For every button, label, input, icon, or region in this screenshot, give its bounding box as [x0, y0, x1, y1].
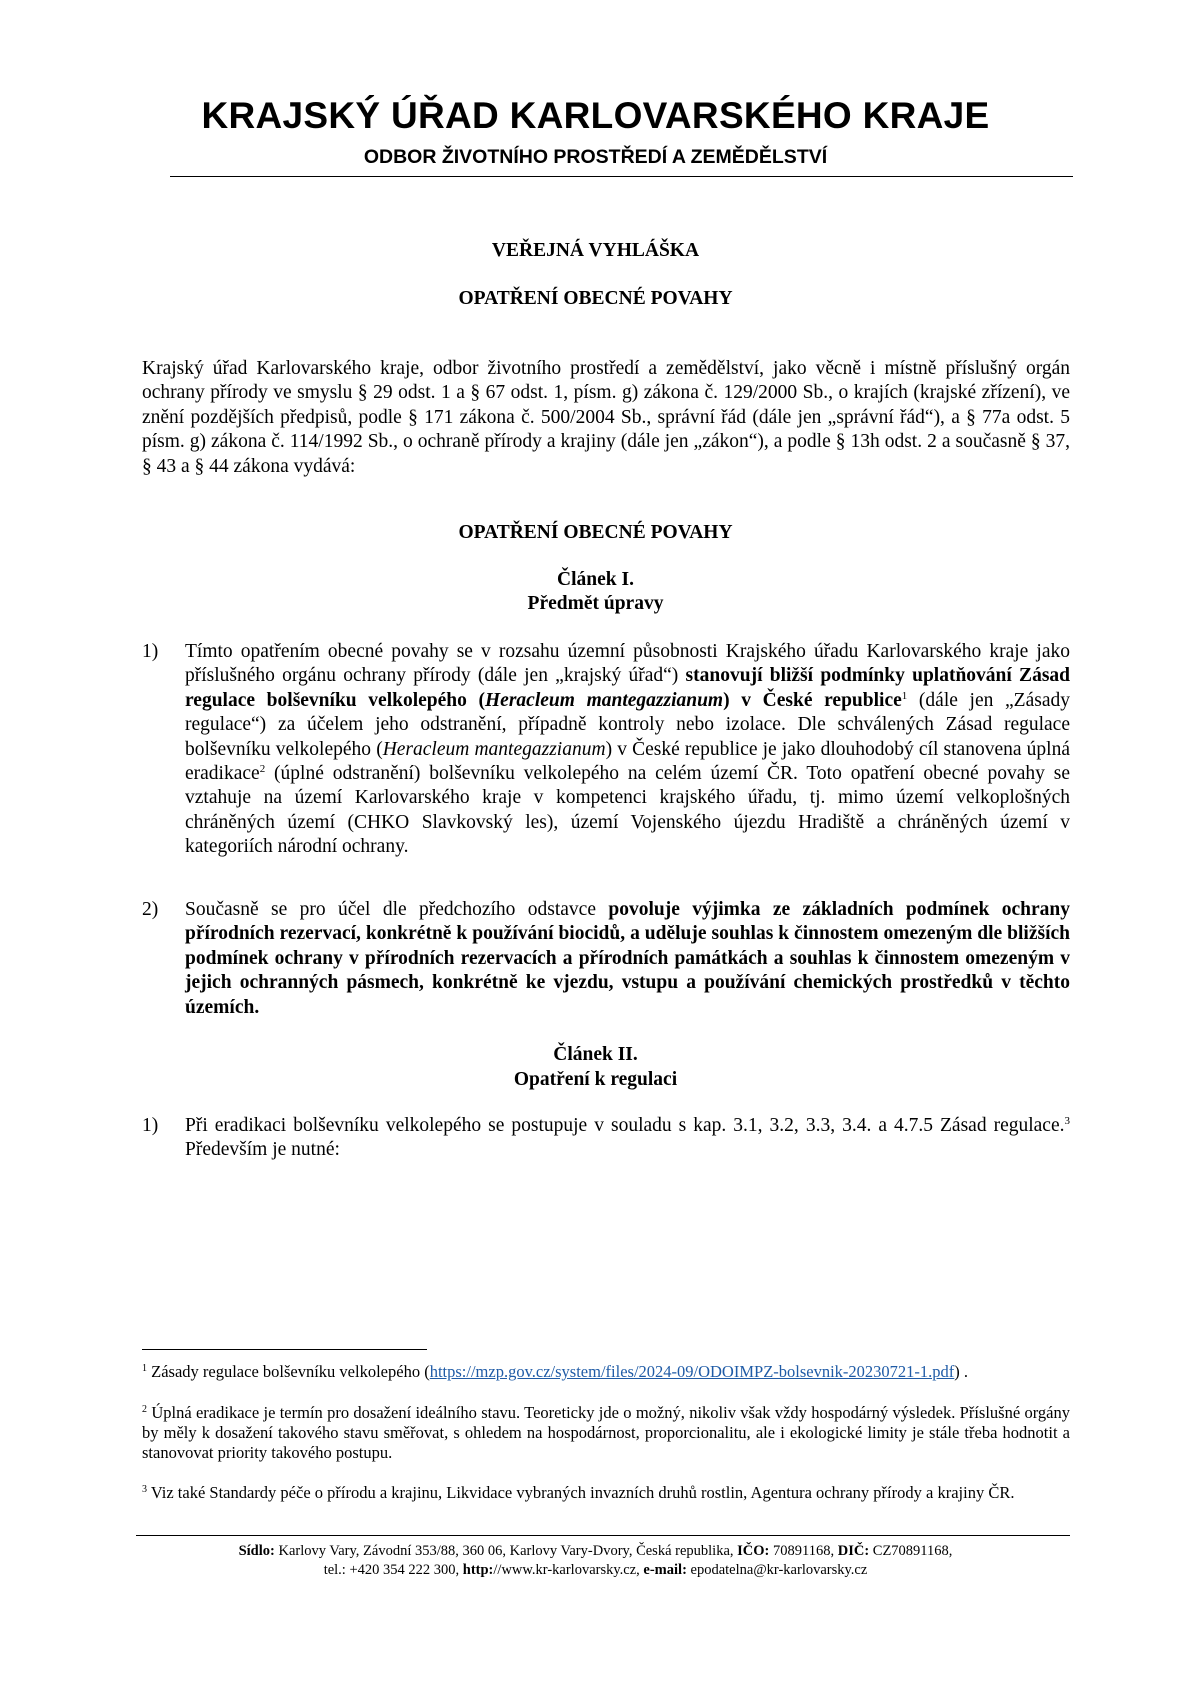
- footer-text: CZ70891168,: [869, 1543, 953, 1559]
- paragraph-number: 2): [142, 899, 159, 920]
- text-run: Při eradikaci bolševníku velkolepého se postupuje v souladu s kap. 3.1, 3.2, 3.3, 3.4. a 4.7.5 Zásad regulace.: [185, 1115, 1065, 1136]
- footnote-2: [142, 1403, 1070, 1463]
- article-1-title: Předmět úpravy: [527, 593, 664, 614]
- intro-paragraph: Krajský úřad Karlovarského kraje, odbor životního prostředí a zemědělství, jako věcně i místně příslušný orgán ochrany přírody ve smyslu § 29 odst. 1 a § 67 odst. 1, písm. g) zákona č. 129/2000 Sb., o krajích (krajské zřízení), ve znění pozdějších předpisů, podle § 171 zákona č. 500/2004 Sb., správní řád (dále jen „správní řád“), a § 77a odst. 5 písm. g) zákona č. 114/1992 Sb., o ochraně přírody a krajiny (dále jen „zákon“), a podle § 13h odst. 2 a současně § 37, § 43 a § 44 zákona vydává:: [142, 358, 1070, 477]
- article-1-number: Článek I.: [557, 569, 634, 590]
- article-1-paragraph-2: [142, 898, 1070, 1020]
- footnote-divider: [142, 1349, 427, 1350]
- species-name: Heracleum mantegazzianum: [382, 738, 606, 760]
- footer-divider: [136, 1535, 1070, 1536]
- footer-line-2: [0, 1561, 1191, 1579]
- species-name: Heracleum mantegazzianum: [485, 689, 724, 711]
- footnote-text: ) .: [954, 1362, 969, 1381]
- heading-measure-2: OPATŘENÍ OBECNÉ POVAHY: [458, 522, 733, 543]
- footnote-3: [142, 1483, 1070, 1503]
- text-run: (dále jen „Zásady regulace“) za účelem jeho odstranění, případně kontroly nebo izolace. Dle schválených Zásad regulace bolševníku velkolepého (: [185, 689, 1070, 760]
- bold-run: stanovují bližší podmínky uplatňování Zásad regulace bolševníku velkolepého (: [185, 665, 1070, 711]
- article-2-title: Opatření k regulaci: [513, 1069, 678, 1090]
- footnote-number: 1: [142, 1363, 147, 1374]
- footnote-ref-2[interactable]: 2: [259, 763, 266, 776]
- footer-text: Karlovy Vary, Závodní 353/88, 360 06, Karlovy Vary-Dvory, Česká republika,: [274, 1543, 738, 1559]
- article-1-paragraph-1: [142, 640, 1070, 860]
- footnote-ref-3[interactable]: 3: [1064, 1115, 1070, 1127]
- footnote-text: Zásady regulace bolševníku velkolepého (: [147, 1362, 430, 1381]
- footer-email[interactable]: epodatelna@kr-karlovarsky.cz: [686, 1562, 868, 1578]
- heading-measure: OPATŘENÍ OBECNÉ POVAHY: [458, 288, 733, 309]
- bold-run: ) v České republice: [723, 689, 902, 711]
- paragraph-number: 1): [142, 1115, 159, 1136]
- text-run: Tímto opatřením obecné povahy se v rozsahu územní působnosti Krajského úřadu Karlovarského kraje jako příslušného orgánu ochrany přírody (dále jen „krajský úřad“): [185, 641, 1070, 687]
- footer-label: DIČ:: [837, 1543, 870, 1559]
- footnote-1: [142, 1362, 1070, 1382]
- paragraph-text: [185, 898, 1070, 1020]
- text-run: Především je nutné:: [185, 1139, 340, 1161]
- department-title: ODBOR ŽIVOTNÍHO PROSTŘEDÍ A ZEMĚDĚLSTVÍ: [363, 146, 828, 168]
- footer-label: Sídlo:: [238, 1543, 275, 1559]
- header-divider: [170, 176, 1073, 177]
- bold-run: povoluje výjimka ze základních podmínek ochrany přírodních rezervací, konkrétně k používání biocidů, a uděluje souhlas k činnostem omezeným dle bližších podmínek ochrany v přírodních rezervacích a přírodních památkách a souhlas k činnostem omezeným v jejich ochranných pásmech, konkrétně ke vjezdu, vstupu a používání chemických prostředků v těchto územích.: [185, 899, 1070, 1018]
- footnote-number: 2: [142, 1404, 147, 1415]
- office-title: KRAJSKÝ ÚŘAD KARLOVARSKÉHO KRAJE: [201, 95, 990, 136]
- footer-website[interactable]: //www.kr-karlovarsky.cz,: [493, 1562, 644, 1578]
- text-run: (úplné odstranění) bolševníku velkolepého na celém území ČR. Toto opatření obecné povahy se vztahuje na území Karlovarského kraje v kompetenci krajského úřadu, tj. mimo území velkoplošných chráněných území (CHKO Slavkovský les), území Vojenského újezdu Hradiště a chráněných území v kategoriích národní ochrany.: [185, 763, 1070, 858]
- paragraph-text: [185, 1114, 1070, 1163]
- footnote-ref-1[interactable]: 1: [901, 689, 908, 702]
- text-run: Současně se pro účel dle předchozího odstavce: [185, 899, 609, 920]
- footer-label: e-mail:: [643, 1562, 687, 1578]
- article-2-number: Článek II.: [553, 1044, 638, 1065]
- footer-line-1: [0, 1542, 1191, 1560]
- footnote-number: 3: [142, 1484, 147, 1495]
- footer-text: 70891168,: [769, 1543, 838, 1559]
- footnote-link[interactable]: https://mzp.gov.cz/system/files/2024-09/ODOIMPZ-bolsevnik-20230721-1.pdf: [429, 1362, 955, 1381]
- footnote-text: Viz také Standardy péče o přírodu a krajinu, Likvidace vybraných invazních druhů rostlin, Agentura ochrany přírody a krajiny ČR.: [147, 1483, 1015, 1502]
- heading-public-notice: VEŘEJNÁ VYHLÁŠKA: [491, 240, 700, 261]
- article-2-paragraph-1: [142, 1114, 1070, 1163]
- paragraph-text: [185, 640, 1070, 860]
- paragraph-number: 1): [142, 641, 159, 662]
- footer-text: tel.: +420 354 222 300,: [323, 1562, 463, 1578]
- text-run: ) v České republice je jako dlouhodobý cíl stanovena úplná eradikace: [185, 738, 1070, 785]
- footer-label: IČO:: [737, 1543, 770, 1559]
- footnote-text: Úplná eradikace je termín pro dosažení ideálního stavu. Teoreticky jde o možný, nikoliv však vždy hospodárný výsledek. Příslušné orgány by měly k dosažení takového stavu směřovat, s ohledem na hospodárnost, proporcionalitu, ale i ekologické limity je stále třeba hodnotit a stanovovat priority takového postupu.: [142, 1403, 1070, 1462]
- footer-label: http:: [462, 1562, 494, 1578]
